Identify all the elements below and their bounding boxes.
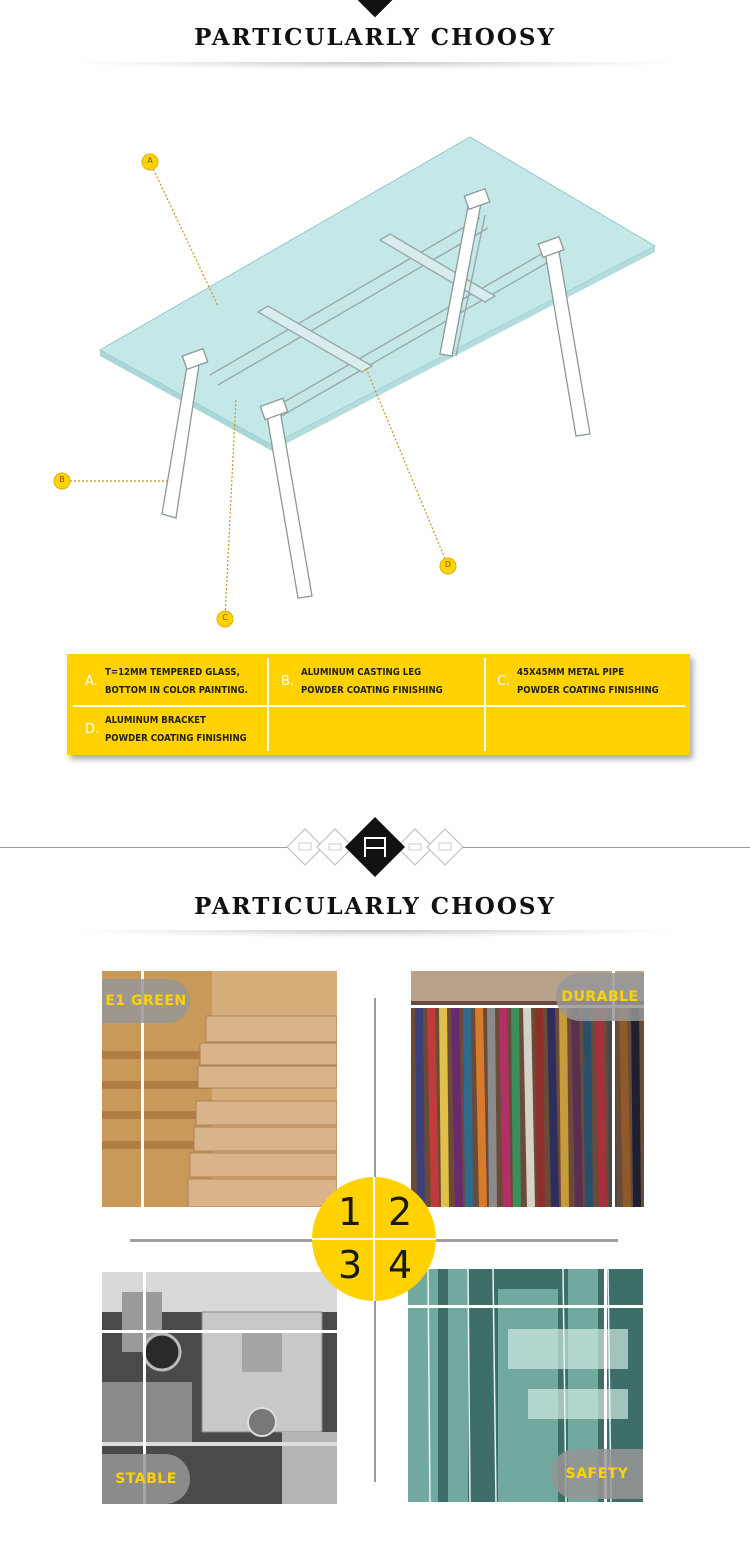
spec-line: POWDER COATING FINISHING (301, 685, 443, 696)
spec-line: POWDER COATING FINISHING (105, 733, 247, 744)
number-circle (312, 1177, 436, 1301)
spec-cell-c (497, 664, 687, 704)
spec-line: BOTTOM IN COLOR PAINTING. (105, 685, 248, 696)
title-shadow (60, 62, 690, 70)
spec-line: ALUMINUM BRACKET (105, 715, 206, 726)
tile-label-safety: SAFETY (551, 1449, 643, 1499)
table-diagram (0, 100, 750, 640)
number-3: 3 (338, 1243, 363, 1287)
feature-tile-safety (408, 1269, 643, 1502)
tile-label-durable: DURABLE (556, 973, 644, 1021)
spec-cell-d (85, 712, 265, 752)
marker-c: C (222, 613, 228, 622)
spec-line: T=12MM TEMPERED GLASS, (105, 667, 240, 678)
marker-a: A (147, 156, 153, 165)
spec-line: POWDER COATING FINISHING (517, 685, 659, 696)
marker-b: B (59, 475, 65, 484)
title-shadow (60, 930, 690, 938)
spec-line: ALUMINUM CASTING LEG (301, 667, 422, 678)
number-4: 4 (388, 1243, 413, 1287)
feature-tile-e1-green (102, 971, 337, 1207)
spec-cell-b (281, 664, 481, 704)
spec-letter: D. (85, 722, 100, 737)
section-title: PARTICULARLY CHOOSY (194, 24, 556, 51)
spec-cell-a (85, 664, 265, 704)
section-divider-ornament (285, 815, 465, 879)
spec-line: 45X45MM METAL PIPE (517, 667, 625, 678)
number-2: 2 (388, 1190, 413, 1234)
tile-label-stable: STABLE (102, 1454, 190, 1504)
tile-label-e1-green: E1 GREEN (102, 979, 190, 1023)
top-diamond-icon (357, 0, 394, 17)
spec-divider (73, 705, 685, 707)
marker-d: D (444, 560, 452, 569)
section-title: PARTICULARLY CHOOSY (194, 893, 556, 920)
feature-tile-durable (411, 971, 644, 1207)
spec-letter: A. (85, 674, 98, 689)
spec-letter: B. (281, 674, 295, 689)
circle-cross-h (312, 1238, 436, 1240)
spec-letter: C. (497, 674, 511, 689)
number-1: 1 (338, 1190, 363, 1234)
feature-tile-stable (102, 1272, 337, 1504)
spec-table (67, 654, 690, 755)
